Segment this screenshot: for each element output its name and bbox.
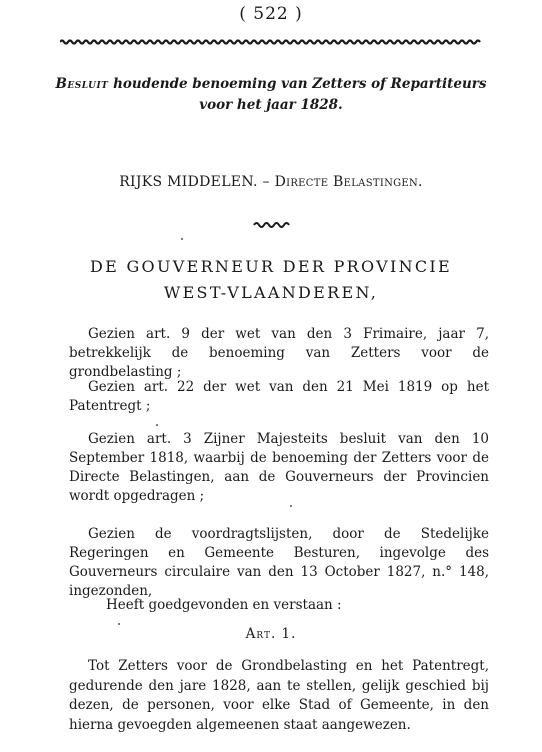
paragraph-text: Gezien de voordragtslijsten, door de Stedelijke Regeringen en Gemeente Besturen, ingevolge des Gouverneurs circulaire van den 13 October 1827, n.° 148, ingezonden, [69,526,489,599]
paragraph-text: Tot Zetters voor de Grondbelasting en het Patentregt, gedurende den jare 1828, aan te stellen, gelijk geschied bij dezen, de personen, voor elke Stad of Gemeente, in den hierna gevoegden algemeenen staat aangewezen. [69,658,489,733]
decree-title-rest: houdende benoeming van Zetters of Repartiteurs [113,76,487,92]
decree-title [40,74,502,116]
paragraph-heeft-goedgevonden: Heeft goedgevonden en verstaan : [106,597,342,613]
paragraph-text: Gezien art. 9 der wet van den 3 Frimaire, jaar 7, betrekkelijk de benoeming van Zetters voor de grondbelasting ; [69,326,489,380]
section-heading [0,174,542,190]
print-speck [181,238,183,240]
ornament-divider [253,221,291,229]
decree-title-line1 [40,74,502,95]
decree-title-lead: Besluit [55,76,109,92]
section-heading-dash: – [262,174,270,190]
paragraph-voordragtslijsten [69,525,489,601]
governor-heading-line2: WEST-VLAANDEREN, [163,283,379,302]
governor-heading [0,254,542,306]
print-speck [118,623,120,625]
wavy-rule-divider [60,39,482,45]
print-speck [290,505,292,507]
section-heading-main: RIJKS MIDDELEN. [119,174,258,190]
governor-heading-line1: DE GOUVERNEUR DER PROVINCIE [89,257,453,276]
paragraph-majesteits-besluit [69,430,489,506]
paragraph-grondbelasting [69,325,489,382]
section-heading-sub: Directe Belastingen. [274,174,423,190]
paragraph-text: Gezien art. 3 Zijner Majesteits besluit van den 10 September 1818, waarbij de benoeming der Zetters voor de Directe Belastingen, aan de Gouverneurs der Provincien wordt opgedragen ; [69,431,489,504]
paragraph-text: Gezien art. 22 der wet van den 21 Mei 1819 op het Patentregt ; [69,379,489,414]
article-heading: Art. 1. [245,626,297,642]
paragraph-article-1 [69,657,489,735]
paragraph-patentregt [69,378,489,416]
print-speck [156,424,158,426]
decree-title-line2: voor het jaar 1828. [199,97,343,113]
page-number: ( 522 ) [239,4,303,24]
